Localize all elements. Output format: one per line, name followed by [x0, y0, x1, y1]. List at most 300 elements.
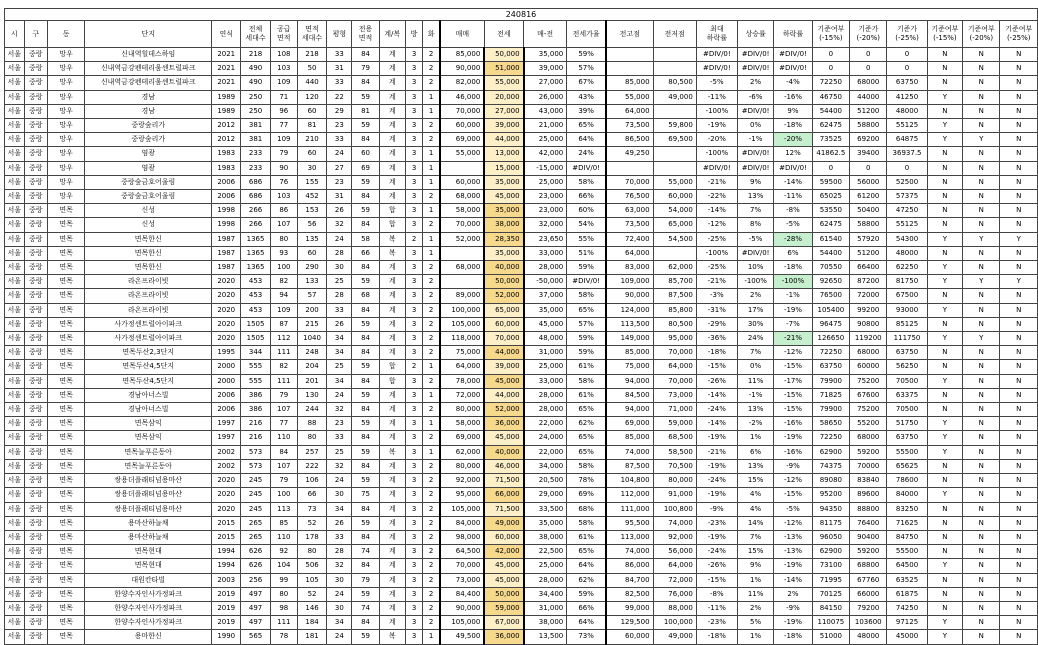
table-cell[interactable]: N [963, 175, 1000, 189]
table-cell[interactable]: 99,000 [606, 601, 653, 615]
table-cell[interactable]: 중랑 [24, 133, 47, 147]
table-cell[interactable]: 계 [379, 62, 405, 76]
table-cell[interactable]: 248 [297, 346, 326, 360]
table-cell[interactable]: 573 [241, 459, 270, 473]
table-cell[interactable]: 22,000 [524, 417, 567, 431]
table-cell[interactable]: 84,700 [606, 573, 653, 587]
table-cell[interactable]: 61% [567, 388, 606, 402]
table-cell[interactable]: -36% [696, 332, 737, 346]
table-cell[interactable]: 염광 [85, 147, 212, 161]
table-cell[interactable]: 14% [737, 516, 773, 530]
table-cell[interactable]: 63525 [887, 573, 927, 587]
table-cell[interactable]: 2% [774, 587, 812, 601]
table-cell[interactable]: N [963, 161, 1000, 175]
table-cell[interactable]: 면목두산4,5단지 [85, 374, 212, 388]
table-cell[interactable]: 2 [423, 545, 440, 559]
table-cell[interactable]: 58,000 [440, 417, 484, 431]
table-cell[interactable]: -12% [696, 218, 737, 232]
table-cell[interactable]: 2 [423, 289, 440, 303]
table-cell[interactable]: 112,000 [606, 488, 653, 502]
table-cell[interactable]: 50 [297, 62, 326, 76]
table-cell[interactable]: N [963, 317, 1000, 331]
table-cell[interactable]: 35,000 [484, 175, 523, 189]
table-cell[interactable]: 0 [887, 62, 927, 76]
table-cell[interactable]: 111 [270, 346, 297, 360]
table-cell[interactable]: 중랑 [24, 90, 47, 104]
table-cell[interactable]: 386 [241, 388, 270, 402]
table-cell[interactable]: 서울 [5, 204, 25, 218]
table-cell[interactable]: 69 [352, 161, 379, 175]
table-cell[interactable]: 계 [379, 190, 405, 204]
table-cell[interactable]: 3 [405, 474, 422, 488]
table-cell[interactable]: -8% [774, 204, 812, 218]
table-cell[interactable]: 74 [352, 601, 379, 615]
table-cell[interactable]: 30 [327, 573, 352, 587]
table-cell[interactable]: 555 [241, 360, 270, 374]
table-cell[interactable]: N [1000, 119, 1038, 133]
table-cell[interactable]: 55125 [887, 218, 927, 232]
table-cell[interactable]: 서울 [5, 175, 25, 189]
table-cell[interactable]: 면목한신 [85, 246, 212, 260]
table-cell[interactable]: 2 [423, 488, 440, 502]
table-cell[interactable]: #DIV/0! [737, 62, 773, 76]
table-cell[interactable]: 94 [270, 289, 297, 303]
table-cell[interactable]: Y [927, 559, 962, 573]
table-cell[interactable]: 39,000 [524, 62, 567, 76]
table-cell[interactable]: N [963, 616, 1000, 630]
table-cell[interactable]: -23% [696, 616, 737, 630]
table-cell[interactable]: 1989 [212, 90, 241, 104]
table-cell[interactable]: 84750 [887, 530, 927, 544]
table-cell[interactable]: N [927, 516, 962, 530]
table-cell[interactable]: 24% [737, 332, 773, 346]
table-cell[interactable]: 73100 [812, 559, 849, 573]
table-cell[interactable]: 중랑 [24, 303, 47, 317]
table-cell[interactable]: N [1000, 502, 1038, 516]
table-cell[interactable]: 135 [297, 232, 326, 246]
table-cell[interactable]: #DIV/0! [774, 48, 812, 62]
table-cell[interactable]: 81175 [812, 516, 849, 530]
table-cell[interactable]: 110 [270, 431, 297, 445]
table-cell[interactable]: 91,000 [653, 488, 696, 502]
table-cell[interactable]: 84,400 [440, 587, 484, 601]
table-cell[interactable]: 24 [327, 388, 352, 402]
table-cell[interactable]: 27 [327, 161, 352, 175]
table-cell[interactable]: 3 [405, 48, 422, 62]
table-cell[interactable]: 1365 [241, 246, 270, 260]
table-cell[interactable]: 3 [405, 261, 422, 275]
table-cell[interactable]: 84 [352, 303, 379, 317]
table-cell[interactable]: 면목 [47, 545, 84, 559]
table-cell[interactable]: 58% [567, 459, 606, 473]
table-cell[interactable]: 계 [379, 119, 405, 133]
table-cell[interactable]: N [1000, 573, 1038, 587]
table-cell[interactable]: 50,000 [484, 275, 523, 289]
table-cell[interactable] [653, 246, 696, 260]
table-cell[interactable]: 73,000 [440, 573, 484, 587]
table-cell[interactable]: 58800 [850, 218, 887, 232]
table-cell[interactable]: 71 [270, 90, 297, 104]
table-cell[interactable]: N [1000, 133, 1038, 147]
table-cell[interactable]: 24 [327, 630, 352, 644]
table-cell[interactable]: 서울 [5, 573, 25, 587]
table-cell[interactable]: -19% [696, 459, 737, 473]
table-cell[interactable]: 중랑 [24, 104, 47, 118]
table-cell[interactable]: 계 [379, 516, 405, 530]
table-cell[interactable]: 51% [567, 246, 606, 260]
table-cell[interactable]: 3 [405, 403, 422, 417]
table-cell[interactable]: 216 [241, 431, 270, 445]
table-cell[interactable]: -18% [774, 630, 812, 644]
table-cell[interactable]: 36,000 [484, 417, 523, 431]
table-cell[interactable]: 50400 [850, 204, 887, 218]
table-cell[interactable]: 59,000 [653, 417, 696, 431]
table-cell[interactable]: 면목 [47, 502, 84, 516]
table-cell[interactable]: 서울 [5, 374, 25, 388]
table-cell[interactable]: 72250 [812, 76, 849, 90]
table-cell[interactable]: 78,000 [440, 374, 484, 388]
table-cell[interactable]: 1990 [212, 630, 241, 644]
table-cell[interactable]: N [963, 346, 1000, 360]
table-cell[interactable]: 23 [327, 417, 352, 431]
table-cell[interactable]: 44,000 [484, 346, 523, 360]
table-cell[interactable]: 54,000 [653, 204, 696, 218]
table-cell[interactable]: 중랑 [24, 587, 47, 601]
table-cell[interactable]: 중랑 [24, 332, 47, 346]
table-cell[interactable]: 216 [241, 417, 270, 431]
table-cell[interactable]: 계 [379, 317, 405, 331]
table-cell[interactable]: 41250 [887, 90, 927, 104]
table-cell[interactable]: 82 [270, 275, 297, 289]
table-cell[interactable]: 2 [423, 459, 440, 473]
table-cell[interactable]: 33 [327, 48, 352, 62]
table-cell[interactable]: 2019 [212, 587, 241, 601]
table-cell[interactable]: N [927, 204, 962, 218]
table-cell[interactable]: -21% [774, 332, 812, 346]
table-cell[interactable]: 2 [423, 516, 440, 530]
table-cell[interactable]: -19% [774, 431, 812, 445]
table-cell[interactable]: 104 [270, 559, 297, 573]
table-cell[interactable]: 4% [737, 502, 773, 516]
table-cell[interactable]: 100,000 [653, 616, 696, 630]
table-cell[interactable]: 72,400 [606, 232, 653, 246]
table-cell[interactable]: 0 [812, 161, 849, 175]
table-cell[interactable]: 61875 [887, 587, 927, 601]
table-cell[interactable]: 75200 [850, 403, 887, 417]
table-cell[interactable]: 35,000 [524, 303, 567, 317]
table-cell[interactable]: 59 [352, 119, 379, 133]
table-cell[interactable]: N [927, 62, 962, 76]
table-cell[interactable]: 서울 [5, 275, 25, 289]
table-cell[interactable]: N [963, 474, 1000, 488]
table-cell[interactable]: 2 [423, 133, 440, 147]
table-cell[interactable]: 200 [297, 303, 326, 317]
table-cell[interactable]: 126650 [812, 332, 849, 346]
table-cell[interactable]: #DIV/0! [737, 48, 773, 62]
table-cell[interactable]: 쌍용더플래티넘용마산 [85, 502, 212, 516]
table-cell[interactable]: 71625 [887, 516, 927, 530]
table-cell[interactable]: 85,700 [653, 275, 696, 289]
table-cell[interactable]: 29 [327, 104, 352, 118]
table-cell[interactable]: -100% [696, 104, 737, 118]
table-cell[interactable]: 면목 [47, 601, 84, 615]
table-cell[interactable]: 서울 [5, 403, 25, 417]
table-cell[interactable]: N [1000, 190, 1038, 204]
table-cell[interactable]: 44,000 [484, 388, 523, 402]
table-cell[interactable]: 면목 [47, 616, 84, 630]
table-cell[interactable]: 72,000 [653, 573, 696, 587]
table-cell[interactable]: 34,400 [524, 587, 567, 601]
table-cell[interactable]: 3 [405, 616, 422, 630]
table-cell[interactable]: N [927, 474, 962, 488]
table-cell[interactable]: 3 [405, 445, 422, 459]
table-cell[interactable]: 2 [423, 190, 440, 204]
table-cell[interactable]: 1 [423, 204, 440, 218]
table-cell[interactable]: N [1000, 147, 1038, 161]
table-cell[interactable]: 84 [352, 431, 379, 445]
table-cell[interactable]: 245 [241, 502, 270, 516]
table-cell[interactable]: 79 [270, 147, 297, 161]
table-cell[interactable]: 74,000 [606, 545, 653, 559]
table-cell[interactable]: 59% [567, 48, 606, 62]
table-cell[interactable]: 65,000 [484, 303, 523, 317]
table-cell[interactable]: 43% [567, 90, 606, 104]
table-cell[interactable]: 71,000 [653, 403, 696, 417]
table-cell[interactable]: 90800 [850, 317, 887, 331]
table-cell[interactable]: 245 [241, 474, 270, 488]
table-cell[interactable]: 면목 [47, 317, 84, 331]
table-cell[interactable]: 42,000 [524, 147, 567, 161]
table-cell[interactable]: N [1000, 545, 1038, 559]
table-cell[interactable]: 신내역금강펜테리움센트럴파크 [85, 76, 212, 90]
table-cell[interactable]: 망우 [47, 119, 84, 133]
table-cell[interactable]: -15% [774, 488, 812, 502]
table-cell[interactable]: 79 [270, 388, 297, 402]
table-cell[interactable]: 65% [567, 303, 606, 317]
table-cell[interactable]: 2021 [212, 76, 241, 90]
table-cell[interactable]: Y [927, 630, 962, 644]
table-cell[interactable]: 22 [327, 90, 352, 104]
table-cell[interactable]: 2020 [212, 502, 241, 516]
table-cell[interactable]: 계 [379, 332, 405, 346]
table-cell[interactable]: 74 [352, 545, 379, 559]
table-cell[interactable]: N [1000, 630, 1038, 644]
table-cell[interactable]: 256 [241, 573, 270, 587]
table-cell[interactable]: Y [927, 119, 962, 133]
table-cell[interactable]: 15% [737, 545, 773, 559]
table-cell[interactable]: 60 [297, 147, 326, 161]
table-cell[interactable]: 2020 [212, 303, 241, 317]
table-cell[interactable]: 87 [270, 317, 297, 331]
table-cell[interactable]: 2020 [212, 332, 241, 346]
table-cell[interactable]: N [927, 175, 962, 189]
table-cell[interactable] [440, 161, 484, 175]
table-cell[interactable]: 84 [352, 133, 379, 147]
table-cell[interactable]: 면목두산2,3단지 [85, 346, 212, 360]
table-cell[interactable]: 62900 [812, 545, 849, 559]
table-cell[interactable]: 184 [297, 616, 326, 630]
table-cell[interactable]: -11% [774, 190, 812, 204]
table-cell[interactable]: 75 [352, 488, 379, 502]
table-cell[interactable]: N [927, 360, 962, 374]
table-cell[interactable]: 87200 [850, 275, 887, 289]
table-cell[interactable]: 2 [423, 76, 440, 90]
table-cell[interactable]: 3 [405, 218, 422, 232]
table-cell[interactable]: 계 [379, 587, 405, 601]
table-cell[interactable]: 26 [327, 516, 352, 530]
table-cell[interactable]: 84 [352, 332, 379, 346]
table-cell[interactable]: 면목 [47, 516, 84, 530]
table-cell[interactable]: 중랑 [24, 275, 47, 289]
table-cell[interactable]: 면목현대 [85, 545, 212, 559]
table-cell[interactable]: 76,000 [653, 587, 696, 601]
table-cell[interactable]: 61% [567, 360, 606, 374]
table-cell[interactable]: N [963, 559, 1000, 573]
table-cell[interactable]: N [1000, 403, 1038, 417]
table-cell[interactable]: 65% [567, 403, 606, 417]
table-cell[interactable]: 2 [423, 275, 440, 289]
table-cell[interactable]: -5% [696, 76, 737, 90]
table-cell[interactable]: 73,500 [606, 218, 653, 232]
table-cell[interactable]: 3 [405, 246, 422, 260]
table-cell[interactable]: 74,000 [606, 445, 653, 459]
table-cell[interactable]: 면목삼익 [85, 431, 212, 445]
table-cell[interactable]: 서울 [5, 360, 25, 374]
table-cell[interactable]: 84 [352, 218, 379, 232]
table-cell[interactable]: 1 [423, 630, 440, 644]
table-cell[interactable]: 43,000 [524, 104, 567, 118]
table-cell[interactable]: 100 [270, 488, 297, 502]
table-cell[interactable]: 2% [737, 76, 773, 90]
table-cell[interactable]: N [963, 246, 1000, 260]
table-cell[interactable]: -19% [696, 119, 737, 133]
table-cell[interactable]: 1 [423, 445, 440, 459]
table-cell[interactable]: #DIV/0! [737, 246, 773, 260]
table-cell[interactable]: 111,000 [606, 502, 653, 516]
table-cell[interactable]: 42,000 [484, 545, 523, 559]
table-cell[interactable]: 46,000 [484, 459, 523, 473]
table-cell[interactable]: 중랑 [24, 630, 47, 644]
table-cell[interactable]: 86 [270, 204, 297, 218]
table-cell[interactable]: 면목 [47, 374, 84, 388]
table-cell[interactable]: 25,000 [524, 559, 567, 573]
table-cell[interactable]: #DIV/0! [696, 48, 737, 62]
table-cell[interactable]: 95200 [812, 488, 849, 502]
table-cell[interactable]: 95,000 [440, 488, 484, 502]
table-cell[interactable]: 78 [270, 630, 297, 644]
table-cell[interactable]: -8% [696, 587, 737, 601]
table-cell[interactable]: 88800 [850, 502, 887, 516]
table-cell[interactable]: N [1000, 559, 1038, 573]
table-cell[interactable]: 서울 [5, 303, 25, 317]
table-cell[interactable]: 90,000 [606, 289, 653, 303]
table-cell[interactable]: 110075 [812, 616, 849, 630]
table-cell[interactable]: 2 [423, 601, 440, 615]
table-cell[interactable]: 중랑 [24, 573, 47, 587]
table-cell[interactable]: 59200 [850, 445, 887, 459]
table-cell[interactable]: 107 [270, 218, 297, 232]
table-cell[interactable]: 93 [270, 246, 297, 260]
table-cell[interactable]: 89,000 [440, 289, 484, 303]
table-cell[interactable]: 9% [737, 175, 773, 189]
table-cell[interactable]: 80,000 [653, 474, 696, 488]
table-cell[interactable]: 복 [379, 232, 405, 246]
table-cell[interactable]: 64,000 [440, 360, 484, 374]
table-cell[interactable]: N [963, 261, 1000, 275]
table-cell[interactable]: N [963, 573, 1000, 587]
table-cell[interactable]: 555 [241, 374, 270, 388]
table-cell[interactable]: -12% [774, 474, 812, 488]
table-cell[interactable]: 복 [379, 246, 405, 260]
table-cell[interactable]: -14% [696, 417, 737, 431]
table-cell[interactable]: N [963, 303, 1000, 317]
table-cell[interactable]: 서울 [5, 147, 25, 161]
table-cell[interactable]: -50,000 [524, 275, 567, 289]
table-cell[interactable]: 중랑숲금호어울림 [85, 175, 212, 189]
table-cell[interactable]: 1% [737, 630, 773, 644]
table-cell[interactable]: #DIV/0! [737, 161, 773, 175]
table-cell[interactable]: 113,500 [606, 317, 653, 331]
table-cell[interactable]: -1% [737, 133, 773, 147]
table-cell[interactable]: N [1000, 317, 1038, 331]
table-cell[interactable]: 84000 [887, 488, 927, 502]
table-cell[interactable]: 서울 [5, 246, 25, 260]
table-cell[interactable]: 중랑 [24, 161, 47, 175]
table-cell[interactable]: 계 [379, 48, 405, 62]
table-cell[interactable]: 2 [423, 346, 440, 360]
table-cell[interactable]: 79200 [850, 601, 887, 615]
table-cell[interactable]: 178 [297, 530, 326, 544]
table-cell[interactable]: -14% [774, 573, 812, 587]
table-cell[interactable]: 2% [737, 289, 773, 303]
table-cell[interactable]: N [1000, 516, 1038, 530]
table-cell[interactable]: -16% [774, 417, 812, 431]
table-cell[interactable]: 계 [379, 616, 405, 630]
table-cell[interactable]: 면목 [47, 573, 84, 587]
table-cell[interactable]: 2012 [212, 133, 241, 147]
table-cell[interactable]: 2019 [212, 616, 241, 630]
table-cell[interactable]: 76 [270, 175, 297, 189]
table-cell[interactable]: 계 [379, 559, 405, 573]
table-cell[interactable]: -15% [774, 360, 812, 374]
table-cell[interactable]: 81750 [887, 275, 927, 289]
table-cell[interactable]: -9% [774, 459, 812, 473]
table-cell[interactable]: 2 [423, 48, 440, 62]
table-cell[interactable]: 68,000 [440, 190, 484, 204]
table-cell[interactable]: 39400 [850, 147, 887, 161]
table-cell[interactable]: 33 [327, 303, 352, 317]
table-cell[interactable]: Y [927, 90, 962, 104]
table-cell[interactable]: 3 [405, 545, 422, 559]
table-cell[interactable]: 33,000 [524, 246, 567, 260]
table-cell[interactable]: N [1000, 62, 1038, 76]
table-cell[interactable]: N [963, 630, 1000, 644]
table-cell[interactable]: 면목 [47, 459, 84, 473]
table-cell[interactable]: 55,000 [653, 175, 696, 189]
table-cell[interactable]: 100,000 [440, 303, 484, 317]
table-cell[interactable]: N [927, 104, 962, 118]
table-cell[interactable]: 계 [379, 303, 405, 317]
table-cell[interactable]: -13% [774, 545, 812, 559]
table-cell[interactable]: 면목한신 [85, 232, 212, 246]
table-cell[interactable]: 계 [379, 90, 405, 104]
table-cell[interactable]: 2 [423, 303, 440, 317]
table-cell[interactable]: 22,500 [524, 545, 567, 559]
table-cell[interactable]: 70,000 [653, 346, 696, 360]
table-cell[interactable]: 면목 [47, 289, 84, 303]
table-cell[interactable]: Y [927, 275, 962, 289]
table-cell[interactable]: -16% [774, 90, 812, 104]
